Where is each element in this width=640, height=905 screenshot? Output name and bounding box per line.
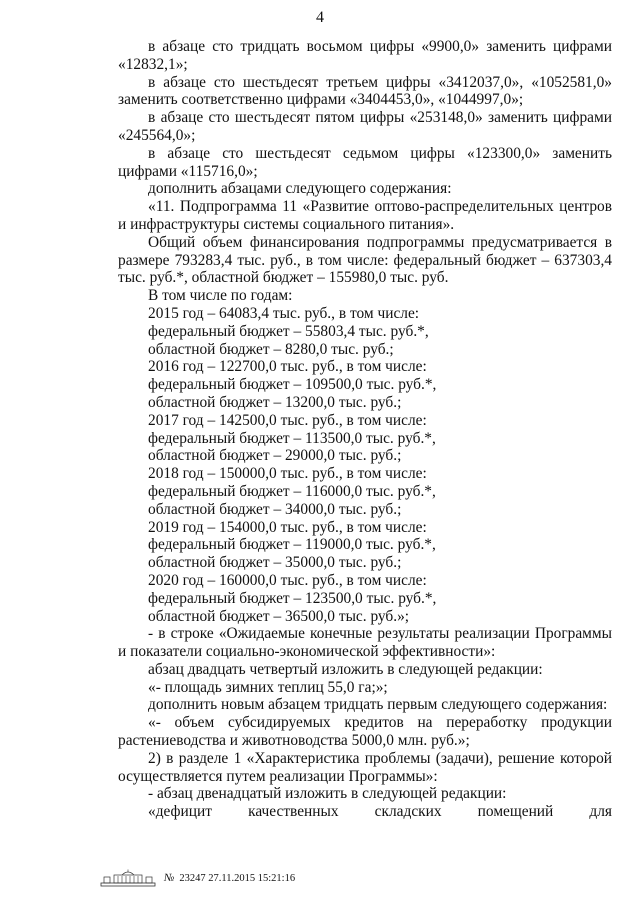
paragraph: «11. Подпрограмма 11 «Развитие оптово-распределительных центров и инфраструктуры системы социального питания». [118,198,612,233]
list-line: 2019 год – 154000,0 тыс. руб., в том числе: [148,518,427,536]
paragraph: абзац двадцать четвертый изложить в следующей редакции: [148,660,543,678]
list-line: 2018 год – 150000,0 тыс. руб., в том числе: [148,465,427,483]
paragraph: - в строке «Ожидаемые конечные результаты реализации Программы и показатели социально-экономической эффективности»: [118,625,612,661]
list-line: областной бюджет – 13200,0 тыс. руб.; [148,393,402,411]
list-line: федеральный бюджет – 119000,0 тыс. руб.*, [148,536,436,554]
paragraph: в абзаце сто шестьдесят третьем цифры «3412037,0», «1052581,0» заменить соответственно цифрами «3404453,0», «1044997,0»; [118,73,612,109]
paragraph: - абзац двенадцатый изложить в следующей редакции: [148,785,507,803]
paragraph: «- объем субсидируемых кредитов на переработку продукции растениеводства и животноводства 5000,0 млн. руб.»; [118,714,612,750]
number-sign: № [164,872,175,884]
paragraph: Общий объем финансирования подпрограммы предусматривается в размере 793283,4 тыс. руб., в том числе: федеральный бюджет – 637303,4 тыс. руб.*, областной бюджет – 155980,0 тыс. руб. [118,233,612,287]
list-line: областной бюджет – 8280,0 тыс. руб.; [148,340,394,358]
list-line: областной бюджет – 29000,0 тыс. руб.; [148,447,402,465]
paragraph: в абзаце сто шестьдесят пятом цифры «253148,0» заменить цифрами «245564,0»; [118,109,612,144]
paragraph: 2) в разделе 1 «Характеристика проблемы (задачи), решение которой осуществляется путем реализации Программы»: [118,749,612,785]
list-line: областной бюджет – 35000,0 тыс. руб.; [148,554,402,572]
document-registration-info: 23247 27.11.2015 15:21:16 [179,872,296,884]
paragraph: дополнить абзацами следующего содержания: [148,180,452,198]
list-line: федеральный бюджет – 113500,0 тыс. руб.*, [148,429,436,447]
list-line: 2015 год – 64083,4 тыс. руб., в том числе: [148,304,420,322]
list-line: 2016 год – 122700,0 тыс. руб., в том числе: [148,358,427,376]
document-footer [100,868,295,888]
list-line: 2020 год – 160000,0 тыс. руб., в том числе: [148,571,427,589]
list-line: федеральный бюджет – 123500,0 тыс. руб.*, [148,589,437,607]
paragraph: в абзаце сто шестьдесят седьмом цифры «123300,0» заменить цифрами «115716,0»; [118,144,612,180]
paragraph: дополнить новым абзацем тридцать первым следующего содержания: [148,696,608,714]
list-line: федеральный бюджет – 55803,4 тыс. руб.*, [148,322,429,340]
government-building-logo-icon [100,869,156,887]
document-body [118,38,612,821]
paragraph: в абзаце сто тридцать восьмом цифры «9900,0» заменить цифрами «12832,1»; [118,38,612,73]
page-number: 4 [316,9,324,26]
list-line: областной бюджет – 34000,0 тыс. руб.; [148,500,402,518]
list-line: федеральный бюджет – 109500,0 тыс. руб.*, [148,376,437,394]
list-line: областной бюджет – 36500,0 тыс. руб.»; [148,607,410,625]
list-line: федеральный бюджет – 116000,0 тыс. руб.*, [148,482,436,500]
paragraph: «- площадь зимних теплиц 55,0 га;»; [148,678,388,696]
list-line: В том числе по годам: [148,287,293,305]
list-line: 2017 год – 142500,0 тыс. руб., в том числе: [148,411,427,429]
paragraph: «дефицит качественных складских помещений для [148,803,612,821]
